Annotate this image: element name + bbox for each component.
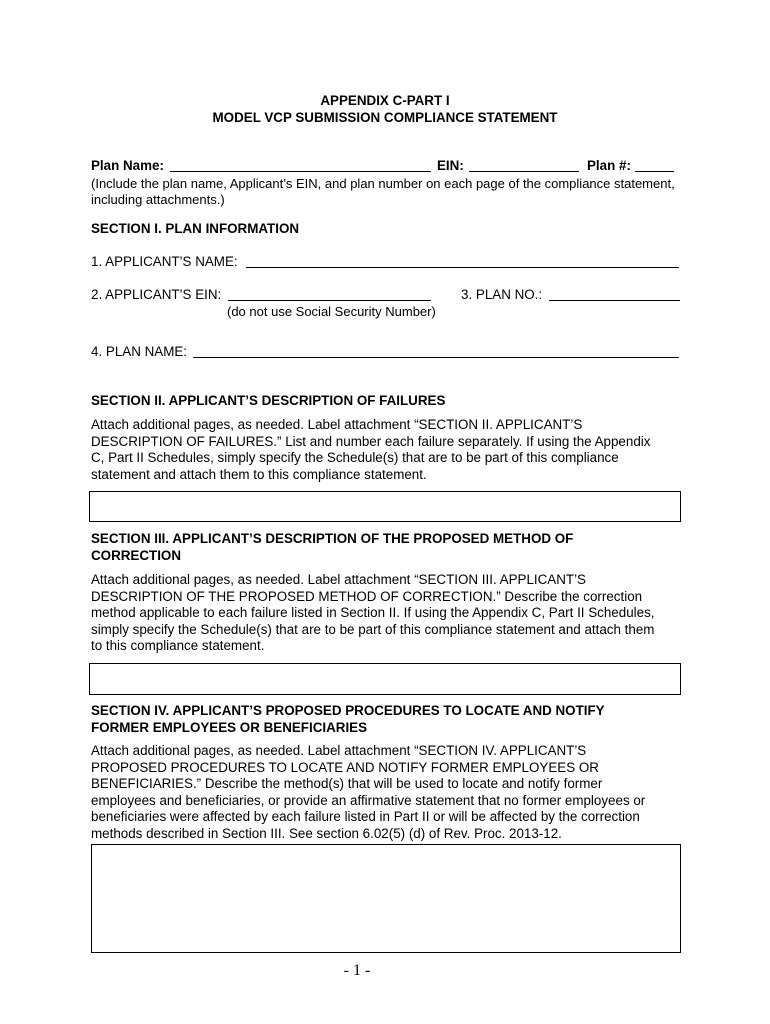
instruction-line1: (Include the plan name, Applicant’s EIN, and plan number on each page of the compliance statement,: [91, 176, 675, 191]
section3-line: simply specify the Schedule(s) that are to be part of this compliance statement and attach them: [91, 621, 655, 637]
plan-no-label: 3. PLAN NO.:: [461, 287, 543, 302]
section3-response-box[interactable]: [89, 663, 681, 695]
section3-line: method applicable to each failure listed in Section II. If using the Appendix C, Part II Schedules,: [91, 605, 655, 620]
section4-paragraph: [91, 743, 645, 842]
section2-line: C, Part II Schedules, simply specify the Schedule(s) that are to be part of this compliance: [91, 450, 619, 465]
section4-line: Attach additional pages, as needed. Label attachment “SECTION IV. APPLICANT’S: [91, 743, 587, 758]
plan-name-field[interactable]: [170, 158, 431, 172]
applicant-name-field[interactable]: [246, 254, 679, 268]
applicant-name-label: 1. APPLICANT’S NAME:: [91, 254, 238, 269]
applicant-ein-label: 2. APPLICANT’S EIN:: [91, 287, 222, 302]
section3-line: DESCRIPTION OF THE PROPOSED METHOD OF CORRECTION.” Describe the correction: [91, 588, 643, 604]
section4-line: methods described in Section III. See section 6.02(5) (d) of Rev. Proc. 2013-12.: [91, 825, 562, 841]
section3-line: Attach additional pages, as needed. Label attachment “SECTION III. APPLICANT’S: [91, 572, 586, 587]
plan-name-field-s1[interactable]: [193, 344, 679, 358]
section3-paragraph: [91, 572, 655, 655]
plan-name-label-s1: 4. PLAN NAME:: [91, 344, 187, 359]
plan-number-field[interactable]: [635, 158, 674, 172]
section4-line: PROPOSED PROCEDURES TO LOCATE AND NOTIFY FORMER EMPLOYEES OR: [91, 759, 599, 775]
ssn-note: (do not use Social Security Number): [227, 304, 436, 319]
section4-line: BENEFICIARIES.” Describe the method(s) that will be used to locate and notify former: [91, 776, 603, 791]
section2-paragraph: [91, 417, 650, 483]
section2-line: Attach additional pages, as needed. Label attachment “SECTION II. APPLICANT’S: [91, 417, 583, 432]
section3-line: to this compliance statement.: [91, 638, 265, 653]
applicant-ein-field[interactable]: [228, 287, 431, 301]
instruction-line2: including attachments.): [91, 192, 225, 207]
section4-heading-line2: FORMER EMPLOYEES OR BENEFICIARIES: [91, 720, 368, 735]
ein-field[interactable]: [469, 158, 579, 172]
document-title-line2: MODEL VCP SUBMISSION COMPLIANCE STATEMENT: [212, 110, 558, 125]
section2-line: DESCRIPTION OF FAILURES.” List and number each failure separately. If using the Appendix: [91, 433, 651, 449]
section3-heading-line1: SECTION III. APPLICANT’S DESCRIPTION OF THE PROPOSED METHOD OF: [91, 531, 574, 546]
plan-name-label: Plan Name:: [91, 158, 164, 173]
plan-no-field[interactable]: [549, 287, 680, 301]
section3-heading-line2: CORRECTION: [91, 548, 182, 563]
ein-label: EIN:: [437, 158, 464, 173]
page-number: - 1 -: [343, 962, 371, 979]
section2-response-box[interactable]: [89, 491, 681, 522]
section4-line: beneficiaries were affected by each failure listed in Part II or will be affected by the correction: [91, 809, 640, 824]
section1-heading: SECTION I. PLAN INFORMATION: [91, 221, 300, 236]
section4-response-box[interactable]: [91, 844, 681, 953]
section2-heading: SECTION II. APPLICANT’S DESCRIPTION OF FAILURES: [91, 393, 446, 408]
plan-number-label: Plan #:: [587, 158, 631, 173]
section2-line: statement and attach them to this compliance statement.: [91, 466, 427, 482]
section4-line: employees and beneficiaries, or provide an affirmative statement that no former employees or: [91, 792, 646, 808]
document-title-line1: APPENDIX C-PART I: [320, 93, 450, 108]
section4-heading-line1: SECTION IV. APPLICANT’S PROPOSED PROCEDURES TO LOCATE AND NOTIFY: [91, 703, 605, 718]
